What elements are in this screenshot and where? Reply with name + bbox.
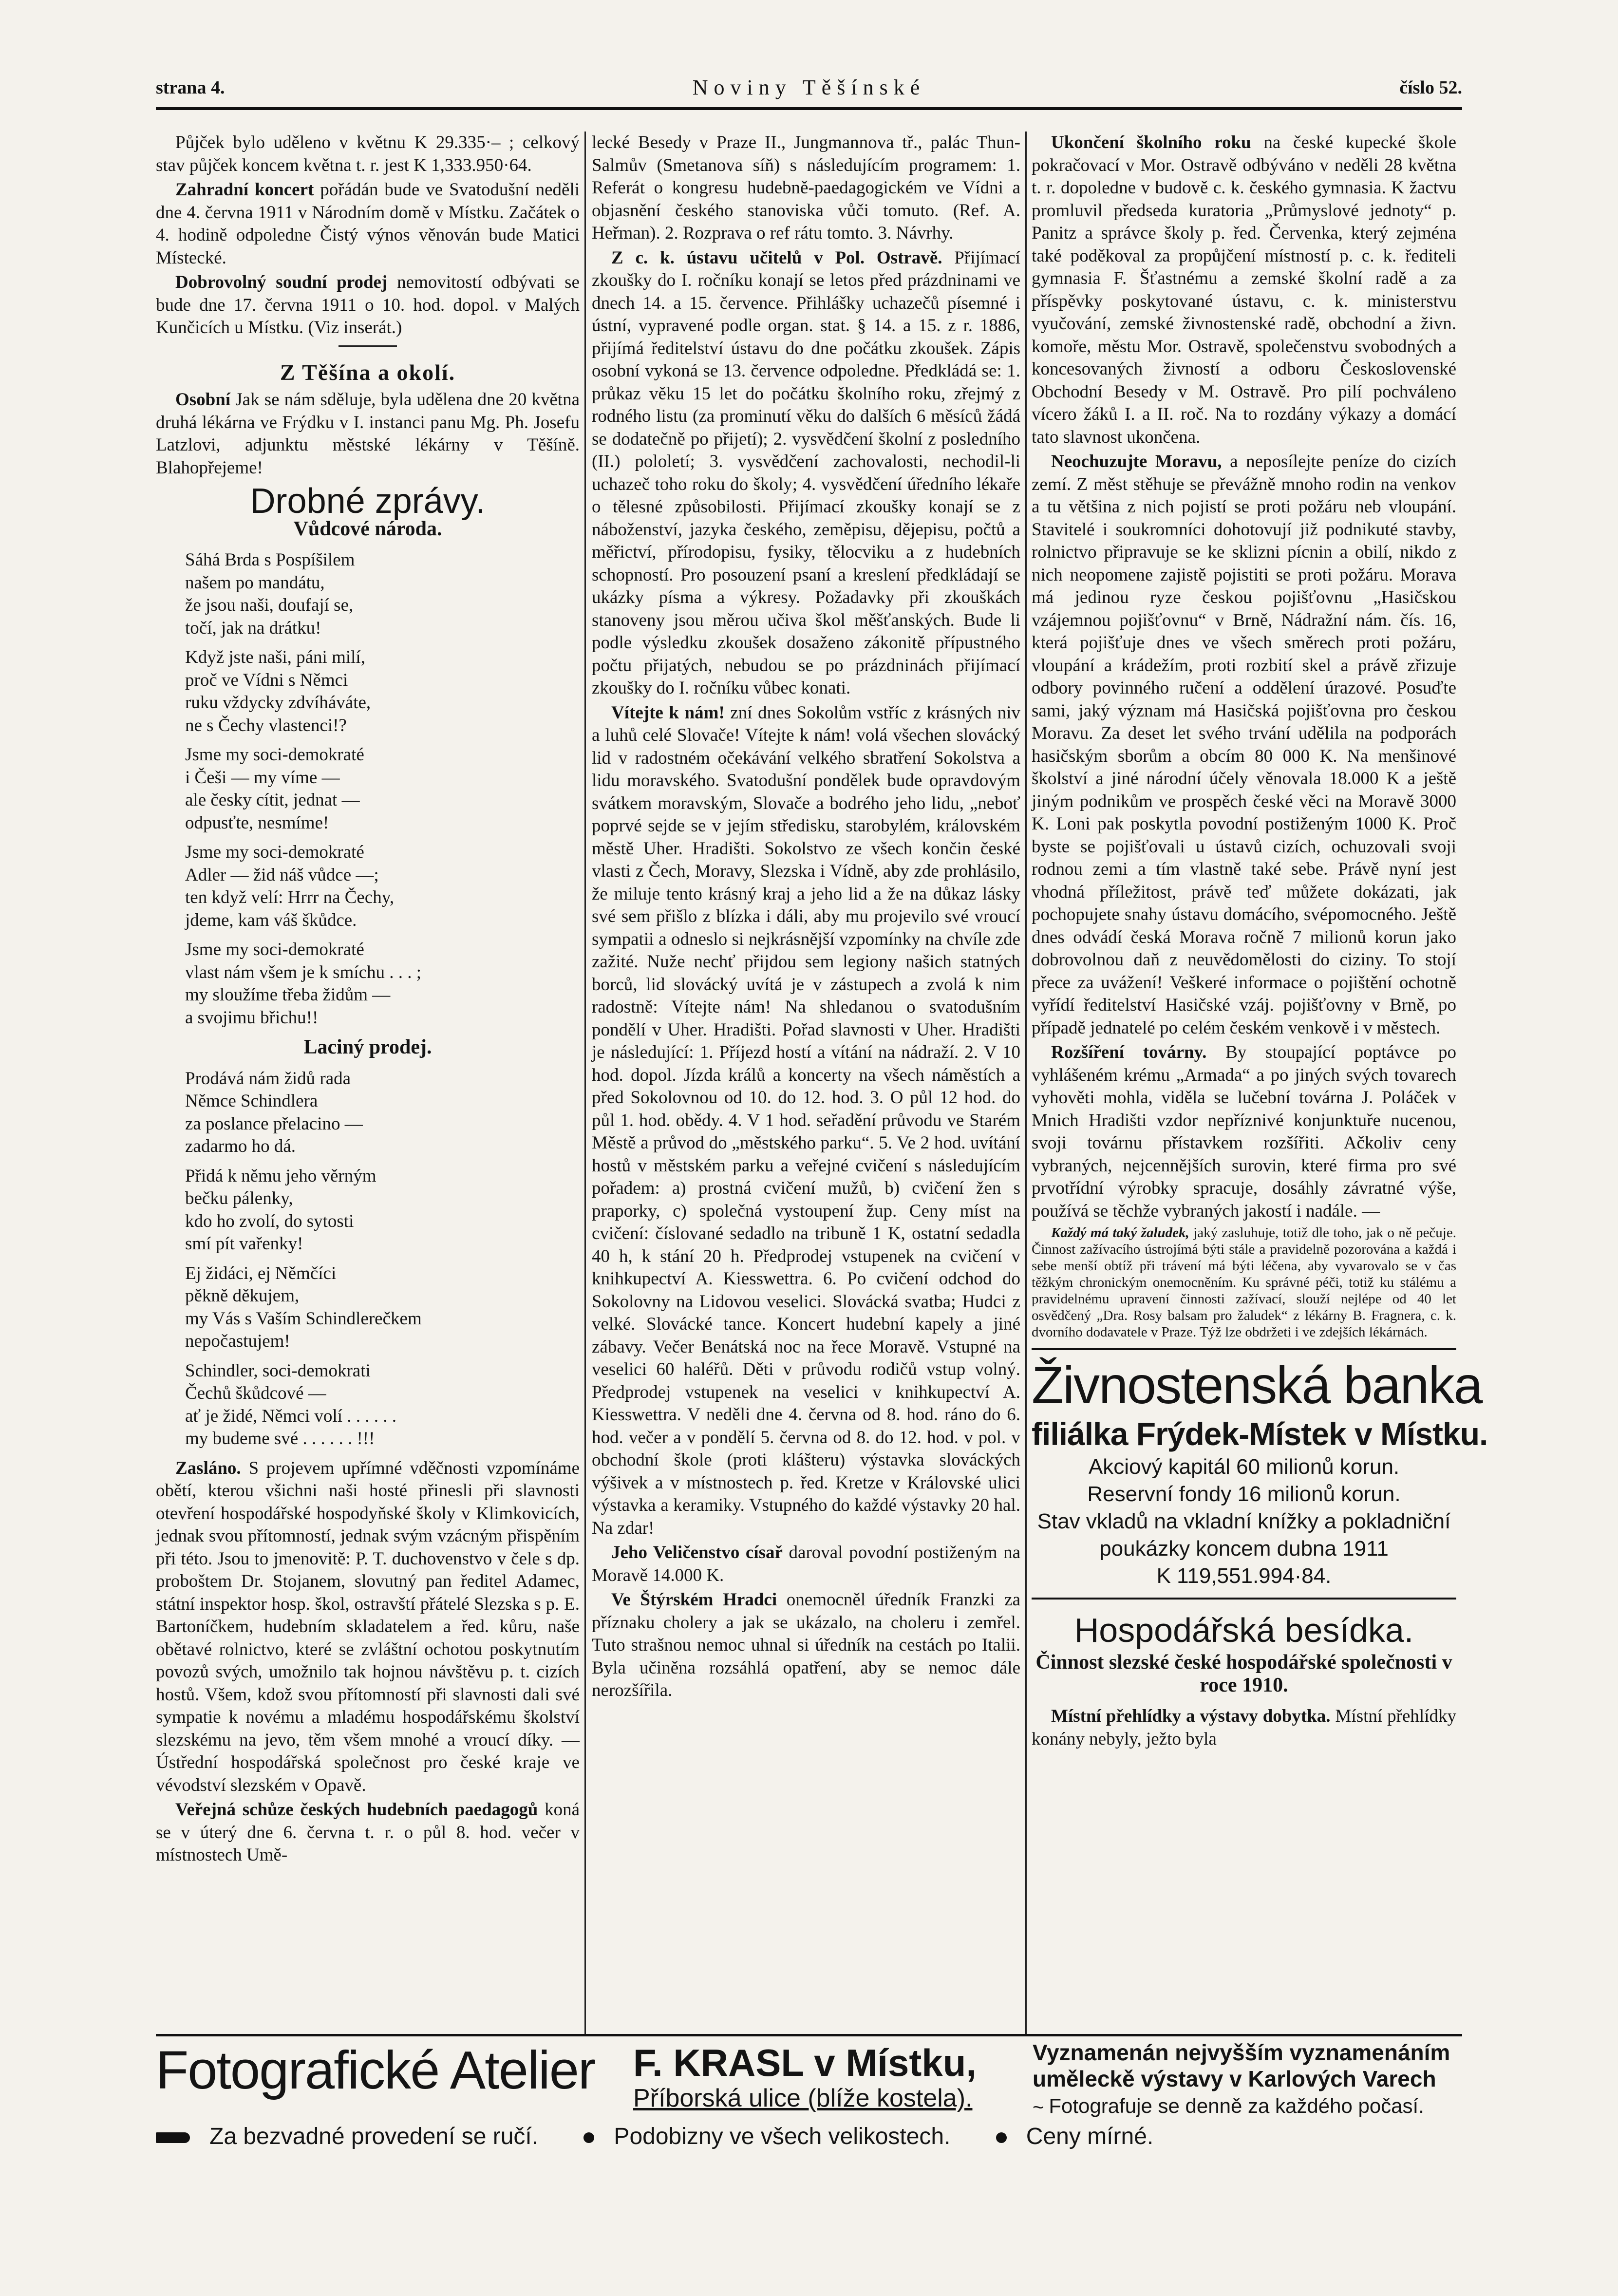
bullet-icon bbox=[996, 2132, 1007, 2143]
article-concert: Zahradní koncert pořádán bude ve Svatodušní neděli dne 4. června 1911 v Národním domě v Místku. Začátek o 4. hodině odpoledne Čistý výnos věnován bude Matici Místecké. bbox=[156, 180, 580, 268]
poem-vudcove bbox=[156, 549, 580, 1029]
bank-deposits-amount: K 119,551.994·84. bbox=[1156, 1564, 1332, 1588]
bullet-icon bbox=[583, 2132, 594, 2143]
article-teachers-institute: Z c. k. ústavu učitelů v Pol. Ostravě. Přijímací zkoušky do I. ročníku konají se letos před prázdninami ve dnech 14. a 15. července. Přihlášky uchazečů písemné i ústní, vypravené podle organ. stat. § 14. a 15. z r. 1886, přijímá ředitelství ústavu do dne počátku zkoušek. Zápis osobní vykoná se 13. července odpoledne. Předkládá se: 1. průkaz věku 15 let do počátku školního roku, zřejmý z rodného listu (za prominutí věku do dalších 6 měsíců žádá se dodatečně po přijetí); 2. vysvědčení školní z posledního (II.) pololetí; 3. vysvědčení zachovalosti, nechodil-li uchazeč toho roku do školy; 4. vysvědčení úředního lékaře o tělesné způsobilosti. Přijímací zkoušky konají se z náboženství, jazyka českého, zeměpisu, dějepisu, počtů a měřictví, přírodopisu, fysiky, tělocviku a z hudebních schopností. Pro posouzení psaní a kreslení předkládají se ukázky písma a výkresy. Požadavky při zkouškách stanoveny jsou měrou učiva škol měšťanských. Bude li podle výsledku zkoušek dosaženo zákonitě přípustného počtu přijatých, nebudou se po prázdninách přijímací zkoušky do I. ročníku vůbec konati. bbox=[592, 247, 1020, 698]
page-number: strana 4. bbox=[156, 77, 225, 98]
studio-title: Fotografické Atelier bbox=[156, 2040, 595, 2100]
article-school-end: Ukončení školního roku na české kupecké škole pokračovací v Mor. Ostravě odbýváno v neděli 28 května t. r. dopoledne v budově c. k. českého gymnasia. K žactvu promluvil předseda kuratoria „Průmyslové jednoty“ p. Panitz a správce školy p. řed. Červenka, který zejména také poděkoval za propůjčení místností p. c. k. řediteli gymnasia F. Šťastnému a zemské školní radě a za příspěvky poskytované ústavu, c. k. ministerstvu vyučování, zemské živnostenské radě, obchodní a živn. komoře, městu Mor. Ostravě, společenstvu svobodných a koncesovaných živností a odboru Československé Obchodní Besedy v M. Ostravě. Pro pilí pochváleno vícero žáků I. a II. roč. Na to rozdány výkazy a domácí tato slavnost ukončena. bbox=[1032, 132, 1456, 447]
article-music-meeting-cont: lecké Besedy v Praze II., Jungmannova tř., palác Thun-Salmův (Smetanova síň) s následujícím programem: 1. Referát o kongresu hudebně-paedagogickém ve Vídni a objasnění českého stanoviska vůči tomuto. (Ref. A. Heřman). 2. Rozprava o ref rátu tomto. 3. Návrhy. bbox=[592, 132, 1020, 243]
article-zaslano: Zasláno. S projevem upřímné vděčnosti vzpomínáme obětí, kterou všichni naši hosté přinesli při slavnosti otevření hospodářské hospodyňské školy v Klimkovicích, jednak svou přítomností, jednak svým vzácným přispěním při této. Jsou to jmenovitě: P. T. duchovenstvo v čele s dp. proboštem Dr. Stojanem, slovutný pan ředitel Adamec, státní inspektor hosp. škol, ostravští přátelé Slezska s p. E. Bartoníčkem, hudebním skladatelem a řed. kůru, naše obětavé rolnictvo, které se zvláštní ochotou poskytnutím povozů svých, umožnilo tak hojnou návštěvu p. t. cizích hostů. Všem, kdož svou přítomností při slavnosti dali své sympatie k novému a mladému hospodářskému školství slezskému na jevo, těm všem mnohé a vroucí díky. — Ústřední hospodářská společnost pro české kraje ve vévodství slezském v Opavě. bbox=[156, 1458, 580, 1795]
stanza: Jsme my soci-demokraté i Češi — my víme — ale česky cítit, jednat — odpusťte, nesmíme! bbox=[185, 745, 364, 833]
advert-rule bbox=[1032, 1348, 1456, 1350]
article-loans: Půjček bylo uděleno v květnu K 29.335·– ; celkový stav půjček koncem května t. r. jest K 1,333.950·64. bbox=[156, 132, 580, 175]
studio-slogans bbox=[156, 2123, 1462, 2151]
article-cattle-shows: Místní přehlídky a výstavy dobytka. Místní přehlídky konány nebyly, ježto byla bbox=[1032, 1706, 1456, 1749]
poem-title: Vůdcové národa. bbox=[293, 517, 442, 540]
advert-bank bbox=[1032, 1355, 1488, 1590]
bank-reserve: Reservní fondy 16 milionů korun. bbox=[1087, 1482, 1401, 1506]
column-1 bbox=[156, 132, 580, 2031]
poem-laciny bbox=[156, 1068, 580, 1450]
section-subheading: Činnost slezské české hospodářské společnosti v roce 1910. bbox=[1035, 1651, 1452, 1696]
article-cholera: Ve Štýrském Hradci onemocněl úředník Franzki za příznaku cholery a jak se ukázalo, na choleru i zemřel. Tuto strašnou nemoc uhnal si úředník na cestách po Italii. Byla učiněna rozsáhlá opatření, aby se nemoc dále nerozšířila. bbox=[592, 1590, 1020, 1700]
poem-title: Laciný prodej. bbox=[303, 1036, 432, 1058]
article-emperor: Jeho Veličenstvo císař daroval povodní postiženým na Moravě 14.000 K. bbox=[592, 1543, 1021, 1585]
stanza: Jsme my soci-demokraté Adler — žid náš vůdce —; ten když velí: Hrrr na Čechy, jdeme, kam váš škůdce. bbox=[185, 842, 395, 930]
stanza: Ej židáci, ej Němčíci pěkně děkujem, my Vás s Vaším Schindlerečkem nepočastujem! bbox=[185, 1263, 422, 1351]
studio-award-2: uměleckě výstavy v Karlových Varech bbox=[1033, 2066, 1436, 2091]
bank-deposits: Stav vkladů na vkladní knížky a pokladniční poukázky koncem dubna 1911 bbox=[1037, 1509, 1451, 1561]
column-divider bbox=[1025, 132, 1027, 2036]
section-heading-drobne: Drobné zprávy. bbox=[250, 482, 486, 521]
stanza: Když jste naši, páni milí, proč ve Vídni s Němci ruku vždycky zdvíháváte, ne s Čechy vlastenci!? bbox=[185, 647, 371, 735]
stanza: Schindler, soci-demokrati Čechů škůdcové — ať je židé, Němci volí . . . . . . my budeme své . . . . . . !!! bbox=[185, 1360, 396, 1449]
page-header bbox=[156, 73, 1462, 107]
stanza: Přidá k němu jeho věrným bečku pálenky, kdo ho zvolí, do sytosti smí pít vařenky! bbox=[185, 1166, 376, 1254]
studio-award: Vyznamenán nejvyšším vyznamenáním bbox=[1033, 2040, 1450, 2065]
advert-photo-studio bbox=[156, 2039, 1462, 2149]
slogan-sizes: Podobizny ve všech velikostech. bbox=[583, 2124, 970, 2149]
article-sokol: Vítejte k nám! zní dnes Sokolům vstříc z krásných niv a luhů celé Slovače! Vítejte k nám! volá všechen slovácký lid v radostném očekávání velkého sbratření Sokolstva a lidu moravského. Svatodušní pondělek bude opravdovým svátkem moravským, Slovače a bodrého jeho lidu, „neboť poprvé sejde se v jejím středisku, starobylém, královském městě Uher. Hradišti. Sokolstvo ze všech končin české vlasti z Čech, Moravy, Slezska i Vídně, aby zde prohlásilo, že miluje tento krásný kraj a jeho lid a že na důkaz lásky své sem přišlo z blízka i dáli, aby mu projevilo své vroucí sympatii a odneslo si nejkrásnější vzpomínky na chvíle zde zažité. Nuže nechť přijdou sem legiony našich statných borců, lid slovácký uvítá je v zástupech a zvolá k nim radostně: Vítejte nám! Na shledanou o svatodušním pondělí v Uher. Hradišti. Pořad slavnosti v Uher. Hradišti je následující: 1. Příjezd hostí a vítání na nádraží. 2. V 10 hod. dopol. Jízda králů a koncerty na všech náměstích a před Sokolovnou od 10. do 12. hod. 3. O půl 12 hod. do půl 1. hod. obědy. 4. V 1 hod. seřadění průvodu ve Starém Městě a průvod do „městského parku“. 5. Ve 2 hod. uvítání hostů v městském parku a veřejné cvičení s následujícím pořadem: a) prostná cvičení mužů, b) cvičení žen s praporky, c) společná vystoupení žup. Ceny míst na cvičení: číslované sedadlo na tribuně 1 K, ostatní sedadla 40 h, k stání 20 h. Předprodej vstupenek na cvičení v knihkupectví A. Kiesswettra. 6. Po cvičení odchod do Sokolovny na Lidovou veselici. Slovácká svatba; Hudci z velké. Slovácké tance. Koncert hudební kapely a jiné zábavy. Večer Benátská noc na řece Moravě. Vstupné na veselici 60 haléřů. Děti v průvodu rodičů vstup volný. Předprodej vstupenek na veselici v knihkupectví A. Kiesswettra. V neděli dne 4. června od 8. hod. ráno do 6. hod. večer a v pondělí 5. června od 8. do 12. hod. v pol. v obchodní škole (proti klášteru) výstavka slováckých výšivek a v místnostech p. řed. Kretze v Královské ulici výstavka a keramiky. Vstupného do každé výstavky 20 hal. Na zdar! bbox=[592, 702, 1020, 1538]
article-factory: Rozšíření továrny. By stoupající poptávce po vyhlášeném krému „Armada“ a po jiných svých tovarech vyhověti mohla, viděla se lučební továrna J. Poláček v Mnich Hradišti vzdor nepříznivé konjunktuře nucenou, svoji továrnu přístavkem rozšířiti. Ačkoliv ceny vybraných, nejcennějších surovin, které firma pro své prvotřídní výrobky spracuje, dosáhly závratné výše, používá se těchže vybraných jakostí i nadále. — bbox=[1032, 1042, 1456, 1221]
bank-title: Živnostenská banka bbox=[1032, 1355, 1482, 1414]
stanza: Prodává nám židů rada Němce Schindlera za poslance přelacino — zadarmo ho dá. bbox=[185, 1068, 363, 1156]
pointing-hand-icon bbox=[156, 2132, 190, 2143]
article-auction: Dobrovolný soudní prodej nemovitostí odbývati se bude dne 17. června 1911 o 10. hod. dopol. v Malých Kunčicích u Místku. (Viz inserát.) bbox=[156, 272, 580, 338]
column-2 bbox=[592, 132, 1020, 2031]
column-divider bbox=[584, 132, 586, 2036]
advert-rule bbox=[1032, 1598, 1456, 1600]
advert-stomach-balsam: Každý má taký žaludek, jaký zasluhuje, totiž dle toho, jak o ně pečuje. Činnost zažívacího ústrojímá býti stále a pravidelně pozorována a každá i sebe menší obtíž při trávení má býti léčena, aby vyvarovalo se v čas těžkým chronickým onemocněním. Ku správné péči, totiž ku stálému a pravidelnému upravení činnosti zažívací, slouží nejlépe od 40 let osvědčený „Dra. Rosy balsam pro žaludek“ z lékárny B. Fragnera, c. k. dvorního dodavatele v Praze. Týž lze obdržeti i ve zdejších lékárnách. bbox=[1032, 1225, 1456, 1340]
wavy-hand-icon: ~ bbox=[1033, 2096, 1044, 2118]
footer-rule bbox=[156, 2034, 1462, 2036]
studio-owner: F. KRASL v Místku, bbox=[633, 2041, 977, 2084]
article-music-meeting: Veřejná schůze českých hudebních paedagogů koná se v úterý dne 6. června t. r. o půl 8. hod. večer v místnostech Umě- bbox=[156, 1800, 580, 1865]
studio-address: Příborská ulice (blíže kostela). bbox=[633, 2084, 973, 2112]
newspaper-title: Noviny Těšínské bbox=[692, 75, 926, 99]
issue-number: číslo 52. bbox=[1399, 77, 1462, 98]
slogan-prices: Ceny mírné. bbox=[996, 2124, 1173, 2149]
article-personal: Osobní Jak se nám sděluje, byla udělena dne 20 května druhá lékárna ve Frýdku v I. instanci panu Mg. Ph. Josefu Latzlovi, adjunktu městské lékárny v Těšíně. Blahopřejeme! bbox=[156, 390, 580, 478]
header-rule bbox=[156, 107, 1462, 110]
stanza: Jsme my soci-demokraté vlast nám všem je k smíchu . . . ; my sloužíme třeba židům — a svojimu břichu!! bbox=[185, 940, 422, 1028]
section-heading: Z Těšína a okolí. bbox=[280, 359, 456, 385]
slogan-guarantee: Za bezvadné provedení se ručí. bbox=[156, 2124, 558, 2149]
column-3 bbox=[1032, 132, 1488, 2031]
article-insurance: Neochuzujte Moravu, a neposílejte peníze do cizích zemí. Z měst stěhuje se převážně mnoho rodin na venkov a tu většina z nich pojistí se proti požáru neb vloupání. Stavitelé i soukromníci dohotovují již podnikuté stavby, rolnictvo připravuje se ke sklizni pícnin a obilí, nikdo z nich neopomene zajistě pojistiti se proti požáru. Morava má jedinou ryze českou pojišťovnu „Hasičskou vzájemnou pojišťovnu“ v Brně, Nádražní nám. čís. 16, která pojišťuje dnes ve všech směrech proti požáru, vloupání a krádežím, proti rozbití skel a právě zřizuje odbory povinného ručení a oddělení úrazové. Posuďte sami, jaký význam má Hasičská pojišťovna pro českou Moravu. Za deset let svého trvání udělila na podporách hasičským sborům a obcím 80 000 K. Na menšinové školství a jiné národní účely věnovala 18.000 K a ještě jiným podnikům ve prospěch české věci na Moravě 3000 K. Loni pak poskytla povodní postiženým 1000 K. Proč byste se pojišťovali u ústavů cizích, ochuzovali svoji rodnou zemi a tím vlastně také sebe. Právě nyní jest vhodná příležitost, právě teď můžete dokázati, jak pochopujete snahy ústavu domácího, svépomocného. Ještě dnes odvádí česká Morava ročně 7 milionů korun jako dobrovolnou daň z neuvědomělosti do ciziny. To stojí přece za uvážení! Veškeré informace o pojištění ochotně vyřídí ředitelství Hasičské vzáj. pojišťovny v Brně, po případě jednatelé po celém českém venkově i v městech. bbox=[1032, 452, 1456, 1038]
divider bbox=[339, 345, 397, 347]
bank-branch: filiálka Frýdek-Místek v Místku. bbox=[1032, 1416, 1488, 1452]
section-heading-besidka: Hospodářská besídka. bbox=[1074, 1611, 1414, 1649]
studio-hours: ~ Fotografuje se denně za každého počasí. bbox=[1033, 2093, 1424, 2120]
stanza: Sáhá Brda s Pospíšilem našem po mandátu, že jsou naši, doufají se, točí, jak na drátku! bbox=[185, 550, 355, 638]
bank-capital: Akciový kapitál 60 milionů korun. bbox=[1088, 1455, 1400, 1479]
